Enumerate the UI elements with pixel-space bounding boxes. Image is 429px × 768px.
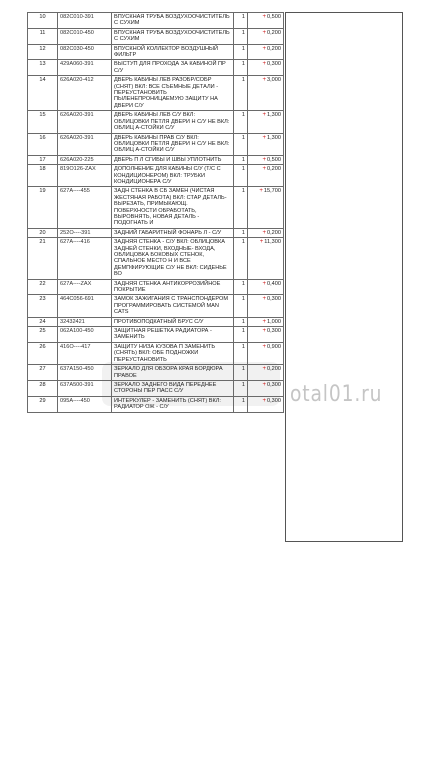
part-code: 32432421	[58, 317, 112, 326]
table-row	[28, 111, 284, 133]
value-text: 0,200	[267, 229, 281, 236]
row-quantity: 1	[234, 380, 248, 396]
part-description: ДОПОЛНЕНИЕ ДЛЯ КАБИНЫ С/У (Т/С С КОНДИЦИОНЕРОМ) ВКЛ: ТРУБКИ КОНДИЦИОНЕРА С/У	[112, 165, 234, 187]
red-mark-icon: +	[262, 343, 266, 350]
part-description: ВПУСКНАЯ ТРУБА ВОЗДУХООЧИСТИТЕЛЬ С СУХИМ	[112, 28, 234, 44]
value-text: 0,200	[267, 166, 281, 173]
red-mark-icon: +	[262, 296, 266, 303]
value-text: 15,700	[263, 188, 281, 195]
row-number: 26	[28, 342, 58, 364]
part-description: ЗЕРКАЛО ДЛЯ ОБЗОРА КРАЯ БОРДЮРА ПРАВОЕ	[112, 365, 234, 381]
row-value	[248, 342, 284, 364]
row-value	[248, 44, 284, 60]
row-number: 24	[28, 317, 58, 326]
part-code: 416O----417	[58, 342, 112, 364]
part-description: ЗАДН СТЕНКА В СБ ЗАМЕН (ЧИСТАЯ ЖЕСТЯНАЯ РАБОТА) ВКЛ: СТАР ДЕТАЛЬ-ВЫРЕЗАТЬ, ПРИМЫКАЮЩ. ПОВЕРХНОСТИ ОБРАБОТАТЬ, ВЫРОВНЯТЬ, НОВАЯ ДЕТАЛЬ - ПОДОГНАТЬ И	[112, 187, 234, 228]
value-text: 0,300	[267, 381, 281, 388]
part-description: ЗАЩИТНАЯ РЕШЕТКА РАДИАТОРА - ЗАМЕНИТЬ	[112, 327, 234, 343]
red-mark-icon: +	[259, 239, 264, 246]
part-code: 627A----ZAX	[58, 279, 112, 295]
row-value	[248, 187, 284, 228]
parts-table	[27, 12, 284, 413]
part-code: 082C010-450	[58, 28, 112, 44]
row-value	[248, 365, 284, 381]
red-mark-icon: +	[262, 381, 266, 388]
part-description: ДВЕРЬ КАБИНЫ ЛЕВ С/У ВКЛ: ОБЛИЦОВКИ ПЕТЛЯ ДВЕРИ Н С/У НЕ ВКЛ: ОБЛИЦ А-СТОЙКИ С/У	[112, 111, 234, 133]
part-code: 627A----455	[58, 187, 112, 228]
part-code: 429A060-391	[58, 60, 112, 76]
value-text: 11,300	[264, 239, 281, 246]
table-row	[28, 13, 284, 29]
row-number: 22	[28, 279, 58, 295]
value-text: 0,300	[267, 61, 281, 68]
value-text: 0,200	[267, 45, 281, 52]
value-text: 1,300	[267, 134, 281, 141]
table-row	[28, 60, 284, 76]
part-description: ЗАЩИТУ НИЗА КУЗОВА П ЗАМЕНИТЬ (СНЯТЬ) ВКЛ: ОБЕ ПОДНОЖКИ ПЕРЕУСТАНОВИТЬ	[112, 342, 234, 364]
row-quantity: 1	[234, 133, 248, 155]
table-row	[28, 342, 284, 364]
red-mark-icon: +	[262, 112, 266, 119]
row-number: 14	[28, 76, 58, 111]
row-quantity: 1	[234, 60, 248, 76]
row-value	[248, 111, 284, 133]
red-mark-icon: +	[262, 366, 266, 373]
row-value	[248, 238, 284, 279]
row-value	[248, 76, 284, 111]
value-text: 0,200	[267, 366, 281, 373]
row-quantity: 1	[234, 327, 248, 343]
value-text: 3,000	[267, 77, 281, 84]
row-value	[248, 155, 284, 164]
row-value	[248, 396, 284, 412]
row-quantity: 1	[234, 365, 248, 381]
row-quantity: 1	[234, 295, 248, 317]
value-text: 1,300	[267, 112, 281, 119]
row-number: 25	[28, 327, 58, 343]
row-quantity: 1	[234, 396, 248, 412]
table-row	[28, 44, 284, 60]
table-row	[28, 187, 284, 228]
row-number: 23	[28, 295, 58, 317]
row-value	[248, 165, 284, 187]
red-mark-icon: +	[262, 61, 266, 68]
row-quantity: 1	[234, 165, 248, 187]
value-text: 0,900	[267, 343, 281, 350]
part-code: 819O126-ZAX	[58, 165, 112, 187]
red-mark-icon: +	[262, 14, 266, 20]
row-value	[248, 133, 284, 155]
part-description: ВПУСКНАЯ ТРУБА ВОЗДУХООЧИСТИТЕЛЬ С СУХИМ	[112, 13, 234, 29]
part-code: 095A----450	[58, 396, 112, 412]
table-row	[28, 238, 284, 279]
row-value	[248, 380, 284, 396]
row-value	[248, 60, 284, 76]
part-description: ДВЕРЬ КАБИНЫ ЛЕВ РАЗОБР/СОБР (СНЯТ) ВКЛ: ВСЕ СЪЕМНЫЕ ДЕТАЛИ - ПЕРЕУСТАНОВИТЬ ПЫЛЕНЕПРОНИЦАЕМУЮ ЗАЩИТУ НА ДВЕРИ С/У	[112, 76, 234, 111]
row-quantity: 1	[234, 44, 248, 60]
row-number: 20	[28, 228, 58, 237]
part-code: 637A150-450	[58, 365, 112, 381]
red-mark-icon: +	[262, 328, 266, 335]
row-quantity: 1	[234, 28, 248, 44]
part-description: ЗЕРКАЛО ЗАДНЕГО ВИДА ПЕРЕДНЕЕ СТОРОНЫ ПЕР ПАСС С/У	[112, 380, 234, 396]
red-mark-icon: +	[262, 318, 266, 325]
row-value	[248, 28, 284, 44]
part-description: ЗАМОК ЗАЖИГАНИЯ С ТРАНСПОНДЕРОМ ПРОГРАММИРОВАТЬ СИСТЕМОЙ MAN CATS	[112, 295, 234, 317]
row-value	[248, 327, 284, 343]
row-number: 11	[28, 28, 58, 44]
value-text: 0,300	[267, 328, 281, 335]
part-description: ИНТЕРКУЛЕР - ЗАМЕНИТЬ (СНЯТ) ВКЛ: РАДИАТОР ОЖ - С/У	[112, 396, 234, 412]
table-row	[28, 365, 284, 381]
table-row	[28, 295, 284, 317]
row-quantity: 1	[234, 228, 248, 237]
part-description: ЗАДНЯЯ СТЕНКА - С/У ВКЛ: ОБЛИЦОВКА ЗАДНЕЙ СТЕНКИ, ВХОДНЫЕ- ВХОДА, ОБЛИЦОВКА БОКОВЫХ СТЕНОК, СПАЛЬНОЕ МЕСТО Н И ВСЕ ДЕМПФИРУЮЩИЕ С/У НЕ ВКЛ: СИДЕНЬЕ ВО	[112, 238, 234, 279]
part-code: 626A020-391	[58, 133, 112, 155]
red-mark-icon: +	[262, 156, 266, 163]
table-row	[28, 155, 284, 164]
row-quantity: 1	[234, 187, 248, 228]
table-row	[28, 228, 284, 237]
red-mark-icon: +	[262, 280, 266, 287]
red-mark-icon: +	[262, 134, 266, 141]
row-quantity: 1	[234, 111, 248, 133]
row-number: 29	[28, 396, 58, 412]
watermark-text: otal01.ru	[290, 382, 383, 407]
part-code: 082C010-391	[58, 13, 112, 29]
side-panel-box	[285, 12, 403, 542]
part-code: 627A----416	[58, 238, 112, 279]
row-value	[248, 295, 284, 317]
red-mark-icon: +	[262, 45, 266, 52]
value-text: 0,500	[267, 156, 281, 163]
value-text: 0,300	[267, 397, 281, 404]
table-row	[28, 279, 284, 295]
red-mark-icon: +	[262, 397, 266, 404]
part-description: ВПУСКНОЙ КОЛЛЕКТОР ВОЗДУШНЫЙ ФИЛЬТР	[112, 44, 234, 60]
value-text: 0,400	[267, 280, 281, 287]
value-text: 0,200	[267, 29, 281, 36]
parts-table-body	[28, 13, 284, 413]
table-row	[28, 380, 284, 396]
part-code: 252O----391	[58, 228, 112, 237]
part-description: ЗАДНЯЯ СТЕНКА АНТИКОРРОЗИЙНОЕ ПОКРЫТИЕ	[112, 279, 234, 295]
table-row	[28, 133, 284, 155]
row-number: 19	[28, 187, 58, 228]
red-mark-icon: +	[262, 229, 266, 236]
table-row	[28, 317, 284, 326]
value-text: 1,000	[267, 318, 281, 325]
row-number: 21	[28, 238, 58, 279]
value-text: 0,300	[267, 296, 281, 303]
table-row	[28, 28, 284, 44]
row-value	[248, 228, 284, 237]
row-number: 27	[28, 365, 58, 381]
part-code: 062A100-450	[58, 327, 112, 343]
row-quantity: 1	[234, 238, 248, 279]
row-number: 10	[28, 13, 58, 29]
red-mark-icon: +	[262, 166, 266, 173]
part-description: ПРОТИВОПОДКАТНЫЙ БРУС С/У	[112, 317, 234, 326]
part-description: ДВЕРЬ П Л СГИБЫ И ШВЫ УПЛОТНИТЬ	[112, 155, 234, 164]
part-description: ДВЕРЬ КАБИНЫ ПРАВ С/У ВКЛ: ОБЛИЦОВКИ ПЕТЛЯ ДВЕРИ Н С/У НЕ ВКЛ: ОБЛИЦ А-СТОЙКИ С/У	[112, 133, 234, 155]
table-row	[28, 165, 284, 187]
row-quantity: 1	[234, 317, 248, 326]
part-code: 626A020-225	[58, 155, 112, 164]
table-row	[28, 396, 284, 412]
row-number: 12	[28, 44, 58, 60]
part-code: 082C030-450	[58, 44, 112, 60]
part-code: 464C056-691	[58, 295, 112, 317]
row-quantity: 1	[234, 76, 248, 111]
row-number: 17	[28, 155, 58, 164]
row-value	[248, 317, 284, 326]
red-mark-icon: +	[259, 188, 263, 195]
row-number: 13	[28, 60, 58, 76]
row-number: 15	[28, 111, 58, 133]
row-number: 18	[28, 165, 58, 187]
part-code: 637A500-391	[58, 380, 112, 396]
row-number: 16	[28, 133, 58, 155]
red-mark-icon: +	[262, 29, 266, 36]
part-description: ЗАДНИЙ ГАБАРИТНЫЙ ФОНАРЬ Л - С/У	[112, 228, 234, 237]
row-value	[248, 279, 284, 295]
row-quantity: 1	[234, 279, 248, 295]
row-quantity: 1	[234, 155, 248, 164]
part-description: ВЫСТУП ДЛЯ ПРОХОДА ЗА КАБИНОЙ ПР С/У	[112, 60, 234, 76]
table-row	[28, 327, 284, 343]
value-text: 0,500	[267, 14, 281, 20]
part-code: 626A020-391	[58, 111, 112, 133]
part-code: 626A020-412	[58, 76, 112, 111]
table-row	[28, 76, 284, 111]
row-number: 28	[28, 380, 58, 396]
red-mark-icon: +	[262, 77, 266, 84]
row-value	[248, 13, 284, 29]
row-quantity: 1	[234, 342, 248, 364]
row-quantity: 1	[234, 13, 248, 29]
